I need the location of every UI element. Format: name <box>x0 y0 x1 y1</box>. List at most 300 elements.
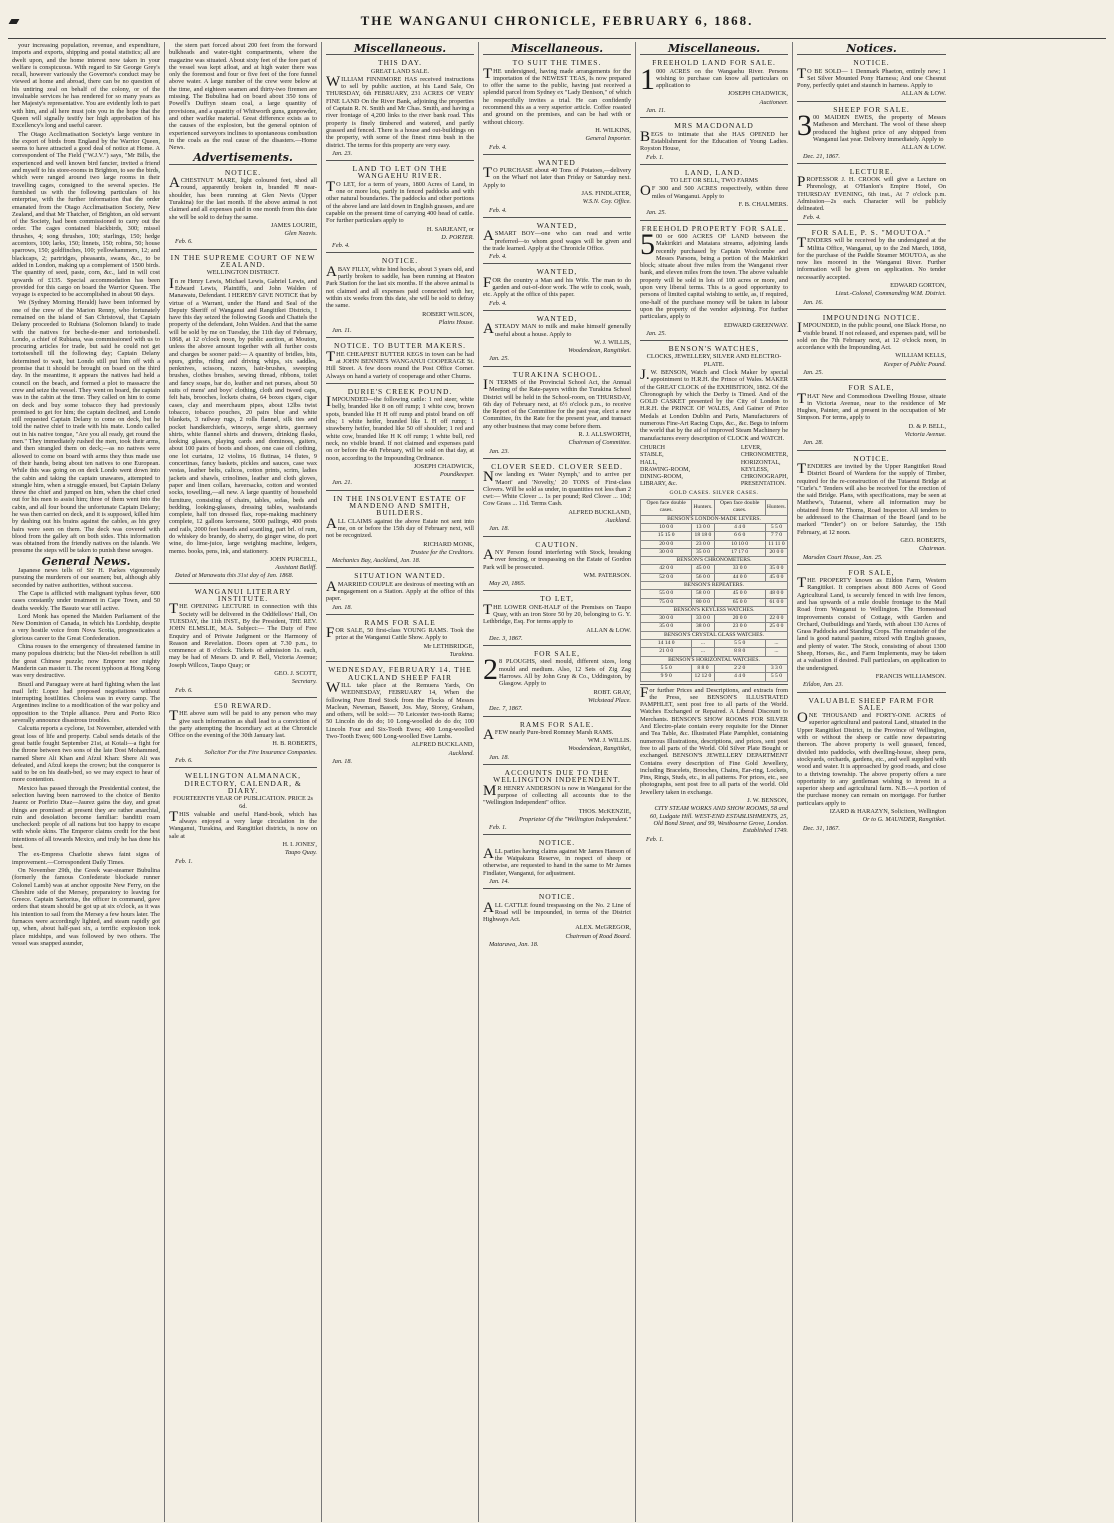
table-cell: 55 0 0 <box>641 590 692 598</box>
ad-body: ASMART BOY—one who can read and write preferred—to whom good wages will be given and the trade learned. Apply at the Chronicle Office. <box>483 228 631 252</box>
ad-body: ALL parties having claims against Mr James Hanson of the Waipakura Reserve, in respect of sheep or otherwise, are requested to hand in the same to Mr James Findlater, Wanganui, for adjustment. <box>483 845 631 877</box>
ad-body: TENDERS are invited by the Upper Rangitikei Road District Board of Wardens for the supply of Timber, required for the re-construction of the Tutaenui Bridge at "Curle's." Tenders will also be received for the erection of the said Bridge. Plans, with specifications, may be seen at Matthew's, Tutaenui, where all information may be obtained from Mr Thoms, Road Inspector. All tenders to be addressed to the Chairman of the Board (and to be marked "Tender") on or before Saturday, the 15th February, at 12 noon. <box>797 460 946 536</box>
ad-title: IMPOUNDING NOTICE. <box>822 312 921 322</box>
ad-signature: IZARD & HARAZYN, Solicitors, Wellington <box>829 808 946 816</box>
ad-date: Dated at Manawatu this 31st day of Jan. 1868. <box>175 572 294 580</box>
ad-date: Feb. 4. <box>803 213 821 221</box>
column-4 <box>479 42 636 1522</box>
table-row <box>641 540 788 548</box>
table-section-row <box>641 515 788 523</box>
table-cell: 56 0 0 <box>692 573 714 581</box>
ad-signature: RICHARD MONK, <box>423 540 474 548</box>
advertisement <box>640 220 788 340</box>
ad-body: MR HENRY ANDERSON is now in Wanganui for the purpose of collecting all accounts due to the "Wellington Independent" office. <box>483 782 631 807</box>
masthead <box>8 4 1106 39</box>
ad-signature: ROBERT WILSON, <box>422 310 474 318</box>
ad-date: Jan. 23. <box>332 149 353 157</box>
watch-list-item: LEVER, <box>740 444 762 451</box>
ad-signature-title: Lieut.-Colonel, Commanding W.M. District. <box>835 290 946 298</box>
ad-signature: ALFRED BUCKLAND, <box>411 741 474 749</box>
table-row <box>641 532 788 540</box>
ad-date: Jan. 11. <box>646 107 666 115</box>
table-row <box>641 573 788 581</box>
ad-date: Jan. 18. <box>332 757 353 765</box>
ad-body: TO BE SOLD— 1 Denmark Phaeton, entirely new; 1 Set Silver Mounted Pony Harness; And one Chesnut Pony, perfectly quiet and staunch in harness. Apply to <box>797 65 946 90</box>
ad-title: RAMS FOR SALE <box>364 617 436 627</box>
table-section-title: BENSON'S REPEATERS. <box>641 582 788 590</box>
ad-subtitle: WELLINGTON DISTRICT. <box>206 269 280 277</box>
ad-subtitle: CLOCKS, JEWELLERY, SILVER AND ELECTRO-PLATE. <box>646 353 782 368</box>
table-cell: 14 14 0 <box>641 640 692 648</box>
table-cell: 5 5 0 <box>765 523 787 531</box>
advertisement <box>640 164 788 220</box>
ad-date: Jan. 28. <box>803 439 824 447</box>
table-cell: 45 0 0 <box>714 590 765 598</box>
ad-date: Jan. 18. <box>489 753 510 761</box>
ad-signature: EDWARD GREENWAY. <box>723 321 788 329</box>
watch-list-item: CHRONOMETER, <box>740 452 788 459</box>
table-cell: 58 0 0 <box>692 590 714 598</box>
clock-list <box>640 445 690 489</box>
ad-body: FOR SALE, 50 first-class YOUNG RAMS. Took the prize at the Wanganui Cattle Show. Apply to <box>326 625 474 642</box>
ad-subtitle: GREAT LAND SALE. <box>370 67 430 75</box>
ad-title: £50 REWARD. <box>214 700 272 710</box>
clock-watch-lists <box>640 445 788 489</box>
ad-title: TO SUIT THE TIMES. <box>512 58 602 68</box>
ad-signature: H. B. ROBERTS, <box>272 740 317 748</box>
clock-list-item: DINING-ROOM, <box>640 474 683 481</box>
table-cell: 23 0 0 <box>714 623 765 631</box>
ad-date: Feb. 1. <box>646 153 664 161</box>
ad-body: THE above sum will be paid to any person who may give such information as shall lead to a conviction of the party attempting the Incendiary act at the Chronicle Office on the evening of the 30th January last. <box>169 708 317 740</box>
advertisement <box>797 309 946 379</box>
ad-title: FOR SALE, <box>848 567 895 577</box>
ad-signature: WILLIAM KELLS, <box>895 352 946 360</box>
table-cell: 8 8 0 <box>692 664 714 672</box>
advertisement <box>169 767 317 868</box>
ad-date: Jan. 21. <box>332 479 353 487</box>
ad-signature: WM. J. WILLIS. <box>587 737 631 745</box>
advertisement <box>640 54 788 117</box>
ad-signature: THOS. McKENZIE, <box>578 807 631 815</box>
ad-body: THE PROPERTY known as Eildon Farm, Western Rangitikei. It comprises about 800 Acres of Good Agricultural Land, is securely fenced in with live fences, and has upwards of a mile double frontage to the Mail Road from Wanganui to Wellington. The Homestead improvements consist of Cottage, with Garden and Orchard, Outbuildings and Yards, with about 130 Acres of Grass Paddocks and Standing Crops. The remainder of the land is good natural pasture, mixed with English grasses, and plenty of water. The Stock, consisting of about 1300 Sheep, Horses, &c., and Farm Implements, may be taken at a valuation if desired. Full particulars, on application to the undersigned. <box>797 575 946 672</box>
ad-title: WANTED, <box>536 220 578 230</box>
advertisement <box>326 337 474 382</box>
page-title: THE WANGANUI CHRONICLE, FEBRUARY 6, 1868. <box>360 13 754 28</box>
table-row <box>641 648 788 656</box>
ad-body: FOR the country a Man and his Wife. The man to do garden and out-of-door work. The wife to cook, wash, etc. Apply at the office of this paper. <box>483 274 631 299</box>
ad-date: Dec. 7, 1867. <box>489 705 523 713</box>
article-paragraph: The Cape is afflicted with malignant typhus fever, 600 cases constantly under treatment in Cape Town, and 50 deaths weekly. The Basuto war still active. <box>12 589 160 612</box>
section-heading-advertisements: Advertisements. <box>193 151 293 165</box>
ad-date: Dec. 3, 1867. <box>489 634 523 642</box>
ad-signature-title: Plains House. <box>438 318 474 326</box>
table-cell: 75 0 0 <box>641 598 692 606</box>
advertisement <box>483 888 631 951</box>
ad-signature: ALFRED BUCKLAND, <box>568 508 631 516</box>
ad-signature-title: Taupo Quay. <box>285 849 317 857</box>
ad-body: TO LET, for a term of years, 1800 Acres of Land, in one or more lots, partly in fenced paddocks and with other natural boundaries. The paddocks and other portions of the above land are laid down in English grasses, and are capable on the present time of carrying 400 head of cattle. For further particulars apply to <box>326 178 474 225</box>
ad-signature-title: Auckland. <box>448 749 474 757</box>
advertisement <box>326 54 474 160</box>
advertisement <box>483 645 631 715</box>
ad-date: Feb. 6. <box>175 686 193 694</box>
ad-body: ANY Person found interfering with Stock, breaking over fencing, or trespassing on the Estate of Gordon Park will be prosecuted. <box>483 546 631 571</box>
table-cell: 35 0 0 <box>641 623 692 631</box>
table-cell: 38 0 0 <box>692 623 714 631</box>
ad-body: AMARRIED COUPLE are desirous of meeting with an engagement on a Station. Apply at the office of this paper. <box>326 578 474 603</box>
ad-body: 300 MAIDEN EWES, the property of Messrs Matheson and Merchant. The wool of these sheep produced the highest price of any shipped from Wanganui last year. Delivery immediately. Apply to <box>797 109 946 143</box>
ad-title: MRS MACDONALD <box>674 121 754 131</box>
watch-list-item: KEYLESS, <box>740 466 769 473</box>
ad-date: Jan. 18. <box>332 603 353 611</box>
ad-signature-title: Secretary. <box>291 678 317 686</box>
ad-title: NOTICE. <box>538 892 576 902</box>
article-paragraph: On November 29th, the Greek war-steamer Bubulina (formerly the famous Confederate blockade runner Colonel Lamb) was at anchor opposite New Ferry, on the Cheshire side of the Mersey, preparatory to leaving for Greece. Captain Sartorius, the officer in command, gave orders that steam should be got up at six o'clock, as it was his intention to sail from the Mersey a few hours later. The furnaces were accordingly lighted, and steam rapidly got up, when, about half-past six, a terrific explosion took place midships, and was followed by two others. The vessel was snapped asunder, <box>12 866 160 947</box>
advertisement <box>169 583 317 697</box>
ad-title: FOR SALE, <box>848 383 895 393</box>
section-heading-notices: Notices. <box>846 42 897 55</box>
clock-list-item: HALL, <box>640 459 658 466</box>
ad-signature: F. B. CHALMERS. <box>738 201 788 209</box>
table-header-cell: Hunters. <box>692 500 714 516</box>
article-paragraph: Brazil and Paraguay were at hard fighting when the last mail left: Lopez had proposed negotiations without interrupting hostilities. Cholera was in every camp. The Argentines incline to a modification of the war policy and opposition to the Triple alliance. Peru and Porto Rico severally announce disastrous troubles. <box>12 680 160 725</box>
ad-date: Eildon, Jan. 23. <box>803 681 844 689</box>
ad-signature-title: Chairman. <box>918 545 946 553</box>
ad-date: Jan. 25. <box>489 355 510 363</box>
table-row <box>641 673 788 681</box>
article-paragraph: The ex-Empress Charlotte shews faint signs of improvement.—Correspondent Daily Times. <box>12 851 160 866</box>
table-row <box>641 548 788 556</box>
table-cell: 18 18 0 <box>692 532 714 540</box>
table-cell: 13 0 0 <box>692 523 714 531</box>
table-cell: 48 0 0 <box>765 590 787 598</box>
table-section-title: BENSON'S CHRONOMETERS. <box>641 557 788 565</box>
ad-title: CAUTION. <box>535 539 579 549</box>
advertisement <box>326 567 474 613</box>
ad-date: Jan. 14. <box>489 877 510 885</box>
article-paragraph: the stern part forced about 200 feet from the forward bulkheads and water-tight compartments, where the magazine was situated. About sixty feet of the fore part of the vessel was kept afloat, and at high water there was only the foremost and four or five feet of the fore funnel above water. A large number of the crew were below at the time, and eighteen seamen and thirty-two firemen are missing. The Bubulina had on board about 350 tons of Powell's Duffryn steam coal, a large quantity of provisions, and a quantity of Whitworth guns, gunpowder, and other warlike material. Great difference exists as to the causes of the explosion, but the general opinion of experienced surveyors inclines to spontaneous combustion in the coals as the real cause of the disasters.—Home News. <box>169 42 317 152</box>
ad-body: IMPOUNDED, in the public pound, one Black Horse, no visible brand. If not released, and expenses paid, will be sold on the 7th February next, at 12 o'clock noon, in accordance with the Impounding Act. <box>797 320 946 352</box>
table-header-cell: Open face double cases. <box>641 500 692 516</box>
section-heading-miscellaneous: Miscellaneous. <box>353 42 447 55</box>
ad-date: Marsden Court House, Jan. 25. <box>803 553 883 561</box>
table-cell: 15 15 0 <box>641 532 692 540</box>
table-cell: 17 17 0 <box>714 548 765 556</box>
table-cell: 12 12 0 <box>692 673 714 681</box>
ad-signature-title: Wickstead Place. <box>587 696 631 704</box>
ad-signature: ALLAN & LOW. <box>586 626 631 634</box>
ad-date: Dec. 31, 1867. <box>803 824 840 832</box>
ad-signature: ALLAN & LOW. <box>901 90 946 98</box>
clock-list-item: STABLE, <box>640 452 664 459</box>
ad-date: Feb. 4. <box>332 242 350 250</box>
ad-body: ALL CATTLE found trespassing on the No. 2 Line of Road will be impounded, in terms of the District Highways Act. <box>483 899 631 924</box>
ad-title: LECTURE. <box>849 166 894 176</box>
ad-signature: ALLAN & LOW. <box>901 144 946 152</box>
ad-title: TO LET, <box>540 594 574 604</box>
table-cell: 6 6 0 <box>714 532 765 540</box>
table-cell: ... <box>765 640 787 648</box>
advertisement <box>797 54 946 100</box>
table-row <box>641 623 788 631</box>
ad-title: NOTICE. <box>853 58 890 68</box>
table-cell: 25 0 0 <box>765 623 787 631</box>
ad-signature: H. WILKINS, <box>595 126 631 134</box>
advertisement <box>326 614 474 661</box>
ad-signature: Mr LETHBRIDGE, <box>423 642 474 650</box>
ad-title: FOR SALE, <box>533 649 581 659</box>
ad-signature-title: Assistant Bailiff. <box>275 564 317 572</box>
ad-title: WELLINGTON ALMANACK, DIRECTORY, CALENDAR, & DIARY. <box>184 771 302 795</box>
table-row <box>641 565 788 573</box>
ad-title: FOR SALE, P. S. "MOUTOA." <box>811 227 932 237</box>
advertisement <box>326 661 474 768</box>
ad-signature-title: Victoria Avenue. <box>904 431 946 439</box>
ad-title: VALUABLE SHEEP FARM FOR SALE. <box>808 695 935 712</box>
table-header-row <box>641 500 788 516</box>
advertisement <box>483 716 631 764</box>
ad-signature-title: Solicitor For the Fire Insurance Companies. <box>204 748 317 756</box>
table-section-title: BENSON'S HORIZONTAL WATCHES. <box>641 656 788 664</box>
table-cell: 20 0 0 <box>714 615 765 623</box>
ad-date: Feb. 1. <box>175 857 193 865</box>
advertisement <box>640 340 788 445</box>
advertisement <box>483 366 631 458</box>
table-cell: ... <box>765 648 787 656</box>
table-cell: 2 2 0 <box>714 664 765 672</box>
advertisement <box>483 54 631 154</box>
ad-date: Feb. 6. <box>175 238 193 246</box>
ad-signature: JOSEPH CHADWICK, <box>727 90 788 98</box>
table-section-row <box>641 631 788 639</box>
table-section-title: BENSON'S LONDON-MADE LEVERS. <box>641 515 788 523</box>
ad-signature-title: Proprietor Of the "Wellington Independent." <box>518 815 631 823</box>
clock-list-item: LIBRARY, &c. <box>640 481 678 488</box>
ad-date: Dec. 21, 1867. <box>803 152 840 160</box>
section-heading-miscellaneous: Miscellaneous. <box>510 42 604 55</box>
table-cell: 35 0 0 <box>692 548 714 556</box>
ad-body: THE undersigned, having made arrangements for the importation of the NEWEST TEAS, Is now prepared to offer the same to the public, having just received a splendid parcel from Sydney ex "Lady Denison," of which he respectfully invites a trial. He can confidently recommend this as a very superior article. Coffee roasted and ground on the premises, and can be had with or without chicory. <box>483 65 631 126</box>
advertisement <box>169 164 317 249</box>
watch-price-table <box>640 499 788 682</box>
table-cell: 45 0 0 <box>765 573 787 581</box>
ad-date: Feb. 4. <box>489 143 507 151</box>
table-section-title: BENSON'S CRYSTAL GLASS WATCHES. <box>641 631 788 639</box>
ad-body: 1000 ACRES on the Wangaehu River. Persons wishing to purchase can know all particulars on application to <box>640 62 788 96</box>
column-1 <box>8 42 165 1522</box>
ad-body: ABAY FILLY, white hind hocks, about 3 years old, and partly broken to saddle, has been running at Heaton Park Station for the last six months. If the above animal is not claimed and all expenses paid connected with her, within six weeks from this date, she will be sold to defray the same. <box>326 263 474 310</box>
ad-signature-title: D. PORTER. <box>441 233 474 241</box>
ad-signature: ALEX. McGREGOR, <box>575 924 631 932</box>
table-row <box>641 615 788 623</box>
advertisement <box>483 834 631 888</box>
advertisement <box>326 490 474 568</box>
column-5 <box>636 42 793 1522</box>
ad-body: TENDERS will be received by the undersigned at the Militia Office, Wanganui, up to the 2nd March, 1868, for the purchase of the Paddle Steamer MOUTOA, as she now lies moored in the Wanganui River. Further information will be given on application. No tender necessarily accepted. <box>797 235 946 281</box>
watch-list-item: CHRONOGRAPH, <box>740 474 788 481</box>
ad-title: IN THE INSOLVENT ESTATE OF MANDENO AND SMITH, BUILDERS. <box>333 493 467 518</box>
ad-date: Feb. 1. <box>489 824 507 832</box>
ad-body: IMPOUNDED—the following cattle: 1 red steer, white belly, branded like 8 on off rump; 1 white cow, brown spots, branded like H H off rump and pistol brand on off ribs; 1 white heifer, branded like L H off rump; 1 strawberry heifer, branded like 50 off shoulder; 1 red and white cow, branded like H K off rump; 1 white bull, red neck, no visible brand. If not claimed and expenses paid on or before the 4th February, will be sold on that day, at noon, according to the Impounding Ordinance. <box>326 394 474 462</box>
ad-title: DURIE'S CREEK POUND. <box>347 386 453 396</box>
ad-signature: H. SARJEANT, or <box>426 225 474 233</box>
ad-body: AFEW nearly Pure-bred Romney Marsh RAMS. <box>483 726 614 743</box>
ad-signature-title: Woodendean, Rangitikei, <box>568 745 631 753</box>
clock-list-item: DRAWING-ROOM, <box>640 466 691 473</box>
watch-list-item: HORIZONTAL, <box>740 459 781 466</box>
article-paragraph: Lord Monk has opened the Maiden Parliament of the New Dominion of Canada, in which his Lordship, despite a very hostile voice from Nova Scotia, prognosticates a glorious career to the Great Confederation. <box>12 612 160 642</box>
ad-signature: H. I. JONES', <box>282 840 317 848</box>
advertisement <box>326 252 474 337</box>
ad-date: Feb. 4. <box>489 206 507 214</box>
advertisement <box>483 536 631 591</box>
article-paragraph: Japanese news tells of Sir H. Parkes vigourously pursuing the murderers of our seamen; but, although ably seconded by native authorities, without success. <box>12 567 160 589</box>
ad-signature: D. & P. BELL, <box>908 422 946 430</box>
table-header-cell: Open face double cases. <box>714 500 765 516</box>
advertisement <box>797 101 946 163</box>
ad-title: SHEEP FOR SALE. <box>833 104 910 114</box>
ad-body: 500 or 600 ACRES OF LAND between the Makirikiri and Mataiara streams, adjoining lands recently purchased by Captain Woolcombe and Messrs Parsons, being a portion of the Makirikiri block; situate about five miles from the Wanganui river bank, and eleven miles from the town. The above valuable property will be sold in lots of 100 acres or more, and upon very liberal terms. This is a good opportunity to persons of limited capital wishing to settle, as, if required, one-half of the purchase money will be taken in labour upon the property of the vendor adjoining. For further particulars, apply to <box>640 227 788 321</box>
table-cell: 5 5 0 <box>714 640 765 648</box>
advertisement <box>797 692 946 835</box>
ad-title: WANGANUI LITERARY INSTITUTE. <box>194 586 292 604</box>
ad-title: BENSON'S WATCHES, <box>668 344 760 354</box>
ad-signature: GEO. J. SCOTT, <box>274 670 317 678</box>
ad-signature-title: Trustee for the Creditors. <box>410 548 474 556</box>
ad-subtitle: TO LET OR SELL, TWO FARMS <box>669 177 759 185</box>
ad-date: Jan. 16. <box>803 298 824 306</box>
table-cell: 20 0 0 <box>765 548 787 556</box>
table-cell: 33 0 0 <box>714 565 765 573</box>
advertisement <box>797 564 946 692</box>
table-cell: 10 0 0 <box>641 523 692 531</box>
table-section-row <box>641 656 788 664</box>
ad-title: WEDNESDAY, FEBRUARY 14. THE AUCKLAND SHEEP FAIR <box>328 665 472 682</box>
ad-signature: W. J. WILLIS, <box>594 338 631 346</box>
table-cell: 7 7 0 <box>765 532 787 540</box>
ad-signature: JAMES LOURIE, <box>270 221 317 229</box>
ad-signature: JOHN PURCELL, <box>269 555 317 563</box>
ad-body: 28 PLOUGHS, steel mould, different sizes, long mould and medium. Also, 12 Sets of Zig Zag Harrows. All by John Gray & Co., Uddingston, by Glasgow. Apply to <box>483 653 631 688</box>
ad-body: BEGS to intimate that she HAS OPENED her Establishment for the Education of Young Ladies. Royston House, <box>640 128 788 153</box>
table-row <box>641 598 788 606</box>
article-paragraph: Calcutta reports a cyclone, 1st November, attended with great loss of life and property. Cabul sends details of the great battle fought September 21st, at Kotali—a fight for the throne between two sons of the late Dost Mohammed, named Shere Ali Khan and Afzul Khan: Shere Ali was defeated, and Afzul keeps the crown; but the conqueror is said to be on his death-bed, so we may expect to hear of more contention. <box>12 725 160 784</box>
table-cell: 3 3 0 <box>765 664 787 672</box>
ad-title: NOTICE. <box>381 256 419 266</box>
advertisement <box>483 154 631 217</box>
table-cell: 11 11 0 <box>765 540 787 548</box>
ad-title: IN THE SUPREME COURT OF NEW ZEALAND. <box>170 252 316 270</box>
ad-title: NOTICE. TO BUTTER MAKERS. <box>333 341 467 351</box>
ad-title: TURAKINA SCHOOL. <box>512 369 602 379</box>
advertisement <box>483 764 631 834</box>
ad-date: Feb. 6. <box>175 757 193 765</box>
ad-body: THE LOWER ONE-HALF of the Premises on Taupo Quay, with an iron Store 50 by 20, belonging to G. Y. Lethbridge, Esq. For terms apply to <box>483 601 631 626</box>
table-cell: 10 10 0 <box>714 540 765 548</box>
table-cell: 5 5 0 <box>765 673 787 681</box>
table-cell: 22 0 0 <box>765 615 787 623</box>
column-2 <box>165 42 322 1522</box>
ad-signature-title: Auctioneer. <box>759 98 788 106</box>
ad-date: Feb. 4. <box>489 253 507 261</box>
advertisement <box>483 458 631 536</box>
ad-date: Jan. 23. <box>489 447 510 455</box>
table-cell: 8 8 0 <box>714 648 765 656</box>
ad-body: OF 300 and 500 ACRES respectively, within three miles of Wanganui. Apply to <box>640 183 788 200</box>
ad-title: NOTICE. <box>224 167 262 177</box>
watch-table-caption: GOLD CASES. SILVER CASES. <box>669 489 759 496</box>
ad-signature: ROBT. GRAY, <box>593 688 631 696</box>
ad-date: Mechanics Bay, Auckland, Jan. 18. <box>332 557 421 565</box>
table-row <box>641 590 788 598</box>
ad-signature: EDWARD GORTON, <box>890 282 946 290</box>
column-3 <box>322 42 479 1522</box>
advertisement <box>483 310 631 366</box>
table-row <box>641 523 788 531</box>
table-cell: 42 0 0 <box>641 565 692 573</box>
ad-signature: JOSEPH CHADWICK, <box>413 462 474 470</box>
table-cell: 4 4 0 <box>714 523 765 531</box>
table-cell: 33 0 0 <box>692 615 714 623</box>
table-cell: ... <box>692 648 714 656</box>
table-cell: 35 0 0 <box>765 565 787 573</box>
ad-title: SITUATION WANTED. <box>354 571 446 581</box>
columns <box>8 42 1106 1522</box>
ad-signature-title: General Importer. <box>585 135 631 143</box>
ad-title: LAND TO LET ON THE WANGAEHU RIVER. <box>352 164 448 181</box>
ad-date: Jan. 25. <box>803 368 824 376</box>
ad-title: RAMS FOR SALE. <box>519 719 595 729</box>
ad-signature-title: Woodendean, Rangitikei. <box>568 347 631 355</box>
table-cell: 9 9 0 <box>641 673 692 681</box>
advertisement <box>797 379 946 449</box>
ad-date: Jan. 18. <box>489 525 510 533</box>
advertisement <box>483 590 631 645</box>
advertisement <box>797 163 946 224</box>
ad-signature-title: W.S.N. Coy. Office. <box>582 198 631 206</box>
ad-signature: J. W. BENSON, <box>747 797 788 805</box>
ad-title: FREEHOLD LAND FOR SALE. <box>652 58 776 68</box>
ad-date: Jan. 25. <box>646 209 667 217</box>
table-cell: 52 0 0 <box>641 573 692 581</box>
ad-signature-title: Poundkeeper. <box>439 471 474 479</box>
table-cell: ... <box>692 640 714 648</box>
ad-body: TO PURCHASE about 40 Tons of Potatoes,—delivery on the Wharf not later than Friday or Saturday next. Apply to <box>483 165 631 189</box>
ad-date: Feb. 4. <box>489 299 507 307</box>
ad-body: ASTEADY MAN to milk and make himself generally useful about a house. Apply to <box>483 321 631 338</box>
ad-body: THE OPENING LECTURE in connection with this Society will be delivered in the Oddfellows' Hall, On TUESDAY, the 11th INST., By the President, THE REV. JOHN ELMSLIE, M.A. Subject:— The Duty of Free Enquiry and of Private Judgment or the Harmony of Reason and Revelation. Doors open at 7.30 p.m., to commence at 8 o'clock. Tickets of admission 1s. each, may be had of Messrs D. and P. Bell, Victoria Avenue; Joseph Willcox, Taupo Quay; or <box>169 601 317 669</box>
advertisement <box>326 383 474 490</box>
ad-title: THIS DAY. <box>377 58 422 68</box>
watch-list-item: PRESENTATION. <box>740 481 786 488</box>
watch-list <box>741 445 788 489</box>
ad-body: Now landing ex 'Water Nymph,' and to arrive per 'Maori' and 'Novelty,' 20 TONS of First-class Clovers. Will be sold as under, in quantities not less than 2 cwt:— White Clover ... 1s per pound; Red Clover ... 10d; Cow Grass ... 11d. Terms Cash. <box>483 469 631 508</box>
ad-date: May 20, 1865. <box>489 580 526 588</box>
table-cell: 45 0 0 <box>692 565 714 573</box>
table-cell: 23 0 0 <box>692 540 714 548</box>
table-cell: 30 0 0 <box>641 548 692 556</box>
ad-signature: JAS. FINDLATER, <box>581 190 631 198</box>
ad-title: LAND, LAND. <box>684 167 744 177</box>
advertisement <box>483 217 631 263</box>
ad-signature-title: Turakina. <box>449 651 474 659</box>
table-section-title: BENSON'S KEYLESS WATCHES. <box>641 606 788 614</box>
article-paragraph: China rouses to the emergency of threatened famine in many populous districts; but the Nieu-fei rebellion is still the great Chinese puzzle; now Emperor nor mighty Manderin can master it. The recent typhoon at Hong Kong was very destructive. <box>12 643 160 680</box>
table-cell: 65 0 0 <box>714 598 765 606</box>
ad-date: Feb. 1. <box>646 835 664 843</box>
article-paragraph: your increasing population, revenue, and expenditure, imports and exports, shipping and postal statistics; all are dwelt upon, and the home interest now taken in your welfare is conspicuous. With regard to Sir George Grey's recall, however variously the Governor's conduct may be viewed at home and abroad, there can be no question of his untiring zeal on behalf of the colony, or of the invaluable services he has rendered for so many years as her Majesty's representative. You are evidently loth to part with him, and all here must join you in the hope that the Queen will signally testify her high approbation of his Excellency's long and useful career. <box>12 42 160 130</box>
